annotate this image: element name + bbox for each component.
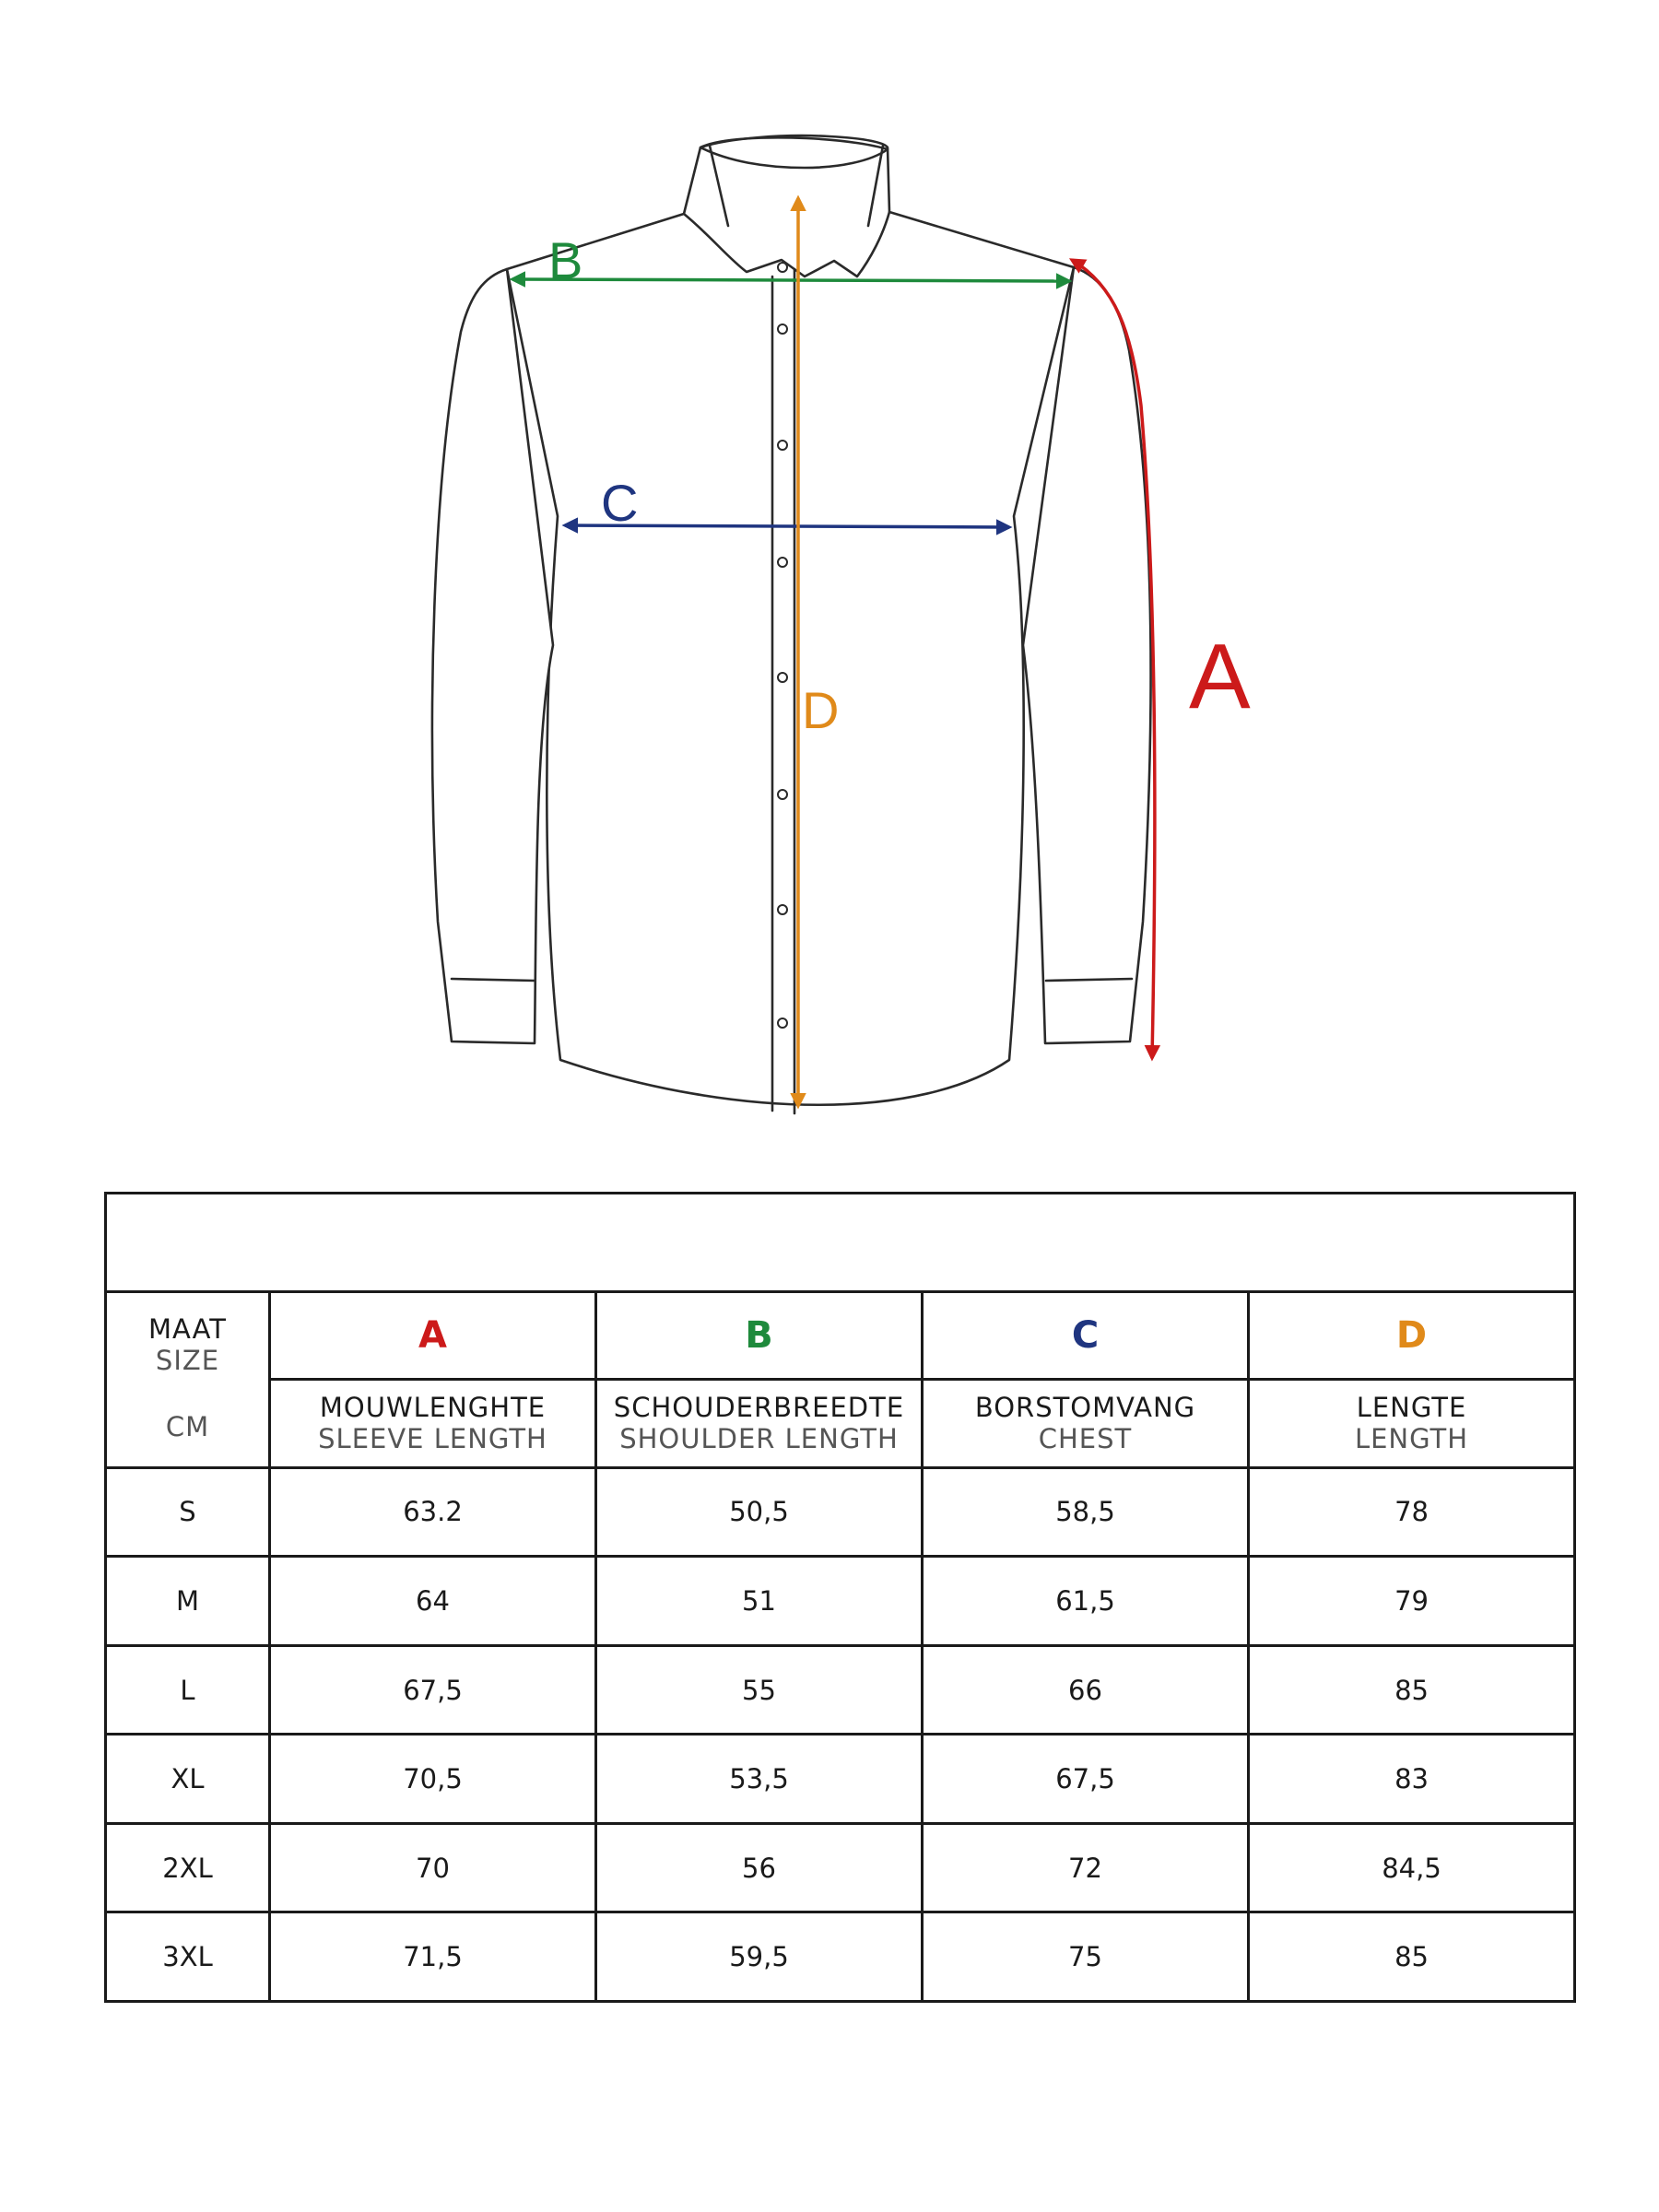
value-cell-b: 55 (596, 1645, 923, 1735)
value-cell-d: 78 (1249, 1467, 1575, 1557)
column-name-b-en: SHOULDER LENGTH (619, 1423, 899, 1455)
size-table (104, 1192, 1576, 2003)
button-icon (778, 1018, 787, 1028)
size-cell: 3XL (106, 1912, 270, 2002)
value-cell-a: 70,5 (270, 1735, 596, 1824)
unit-label: CM (165, 1410, 210, 1442)
column-name-a (270, 1380, 596, 1468)
column-letter-d: D (1249, 1291, 1575, 1380)
value-cell-d: 79 (1249, 1557, 1575, 1646)
value-cell-b: 53,5 (596, 1735, 923, 1824)
value-cell-b: 50,5 (596, 1467, 923, 1557)
column-name-b (596, 1380, 923, 1468)
column-letter-b: B (596, 1291, 923, 1380)
value-cell-c: 67,5 (923, 1735, 1249, 1824)
label-d: D (802, 681, 840, 739)
value-cell-d: 83 (1249, 1735, 1575, 1824)
value-cell-b: 59,5 (596, 1912, 923, 2002)
value-cell-a: 67,5 (270, 1645, 596, 1735)
column-name-d-en: LENGTH (1354, 1423, 1469, 1455)
value-cell-b: 51 (596, 1557, 923, 1646)
size-cell: XL (106, 1735, 270, 1824)
value-cell-d: 85 (1249, 1645, 1575, 1735)
column-letter-row (106, 1291, 1575, 1380)
label-a: A (1189, 625, 1251, 728)
button-icon (778, 673, 787, 682)
measure-b-shoulder-arrow (512, 279, 1069, 281)
size-header-nl: MAAT (148, 1312, 227, 1345)
table-row (106, 1645, 1575, 1735)
size-cell: L (106, 1645, 270, 1735)
column-name-b-nl: SCHOUDERBREEDTE (613, 1392, 905, 1424)
table-title-cell (106, 1194, 1575, 1292)
column-letter-c: C (923, 1291, 1249, 1380)
table-title-row (106, 1194, 1575, 1292)
value-cell-c: 66 (923, 1645, 1249, 1735)
column-name-a-nl: MOUWLENGHTE (319, 1392, 547, 1424)
column-name-row (106, 1380, 1575, 1468)
value-cell-c: 58,5 (923, 1467, 1249, 1557)
value-cell-a: 70 (270, 1823, 596, 1912)
column-name-d (1249, 1380, 1575, 1468)
value-cell-c: 72 (923, 1823, 1249, 1912)
button-icon (778, 263, 787, 272)
value-cell-a: 63.2 (270, 1467, 596, 1557)
column-name-c (923, 1380, 1249, 1468)
button-icon (778, 324, 787, 334)
table-row (106, 1557, 1575, 1646)
table-row (106, 1467, 1575, 1557)
value-cell-b: 56 (596, 1823, 923, 1912)
button-icon (778, 905, 787, 914)
column-name-c-en: CHEST (1038, 1423, 1133, 1455)
size-header-cell (106, 1291, 270, 1467)
table-row (106, 1912, 1575, 2002)
value-cell-a: 71,5 (270, 1912, 596, 2002)
label-c: C (601, 474, 639, 532)
table-row (106, 1823, 1575, 1912)
size-header-en: SIZE (155, 1344, 220, 1376)
size-cell: M (106, 1557, 270, 1646)
column-name-c-nl: BORSTOMVANG (974, 1392, 1196, 1424)
value-cell-c: 61,5 (923, 1557, 1249, 1646)
column-name-d-nl: LENGTE (1356, 1392, 1467, 1424)
size-cell: 2XL (106, 1823, 270, 1912)
button-icon (778, 558, 787, 567)
value-cell-a: 64 (270, 1557, 596, 1646)
value-cell-d: 84,5 (1249, 1823, 1575, 1912)
button-icon (778, 790, 787, 799)
size-cell: S (106, 1467, 270, 1557)
value-cell-c: 75 (923, 1912, 1249, 2002)
column-name-a-en: SLEEVE LENGTH (318, 1423, 547, 1455)
value-cell-d: 85 (1249, 1912, 1575, 2002)
button-icon (778, 441, 787, 450)
table-row (106, 1735, 1575, 1824)
label-b: B (548, 231, 583, 289)
column-letter-a: A (270, 1291, 596, 1380)
